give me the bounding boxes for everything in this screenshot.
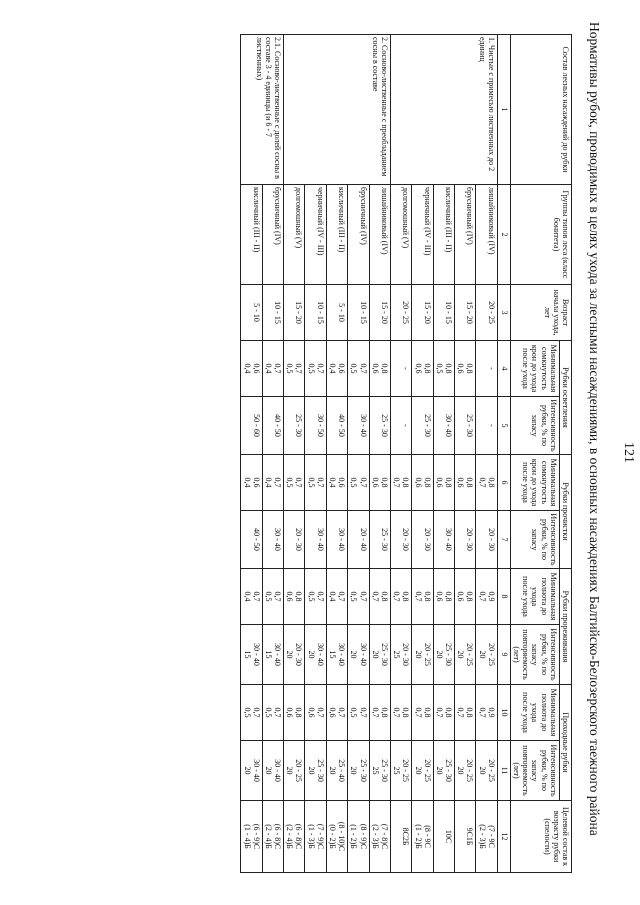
cell-pz-min: 0,7 0,4 <box>326 569 347 625</box>
cell-osv-int: 30 - 40 <box>433 397 454 455</box>
cell-pk-min: 0,7 0,6 <box>305 685 326 741</box>
cell-age: 20 - 25 <box>476 285 497 341</box>
header-prokh: Проходные рубки <box>559 685 571 801</box>
cell-osv-int: 25 - 30 <box>369 397 390 455</box>
cell-osv-min: 0,8 0,6 <box>412 341 433 397</box>
cell-osv-int: - <box>476 397 497 455</box>
col-number: 8 <box>497 569 510 625</box>
cell-pr-min: 0,8 0,7 <box>391 455 412 511</box>
col-number: 2 <box>497 185 510 285</box>
cell-pr-min: 0,7 0,5 <box>284 455 305 511</box>
cell-osv-min: 0,6 0,4 <box>241 341 262 397</box>
cell-target: 9С1Б <box>455 801 476 873</box>
header-proch-int: Интенсивность рубки, % по запасу <box>510 511 559 569</box>
col-number: 9 <box>497 625 510 685</box>
cell-pk-min: 0,8 0,7 <box>369 685 390 741</box>
norms-table <box>240 34 572 873</box>
cell-pz-int: 20 - 25 20 <box>476 625 497 685</box>
cell-age: 10 - 15 <box>262 285 283 341</box>
col-number: 3 <box>497 285 510 341</box>
cell-age: 20 - 25 <box>391 285 412 341</box>
cell-pz-int: 25 - 30 20 <box>369 625 390 685</box>
col-number: 12 <box>497 801 510 873</box>
cell-age: 5 - 10 <box>241 285 262 341</box>
cell-pz-int: 20 - 30 20 <box>284 625 305 685</box>
cell-pz-min: 0,7 0,5 <box>348 569 369 625</box>
cell-pk-int: 30 - 40 20 <box>262 741 283 801</box>
cell-pr-min: 0,7 0,4 <box>262 455 283 511</box>
col-number: 11 <box>497 741 510 801</box>
cell-pk-min: 0,8 0,6 <box>284 685 305 741</box>
cell-pr-min: 0,8 0,7 <box>476 455 497 511</box>
cell-osv-min: 0,8 0,6 <box>455 341 476 397</box>
cell-pr-int: 20 - 30 <box>476 511 497 569</box>
cell-age: 10 - 15 <box>348 285 369 341</box>
column-numbers-row <box>497 35 510 873</box>
cell-osv-int: 30 - 50 <box>305 397 326 455</box>
cell-pr-int: 25 - 30 <box>369 511 390 569</box>
cell-pk-int: 25 - 30 20 <box>305 741 326 801</box>
cell-age: 15 - 20 <box>412 285 433 341</box>
cell-osv-int: 25 - 30 <box>284 397 305 455</box>
cell-pr-int: 30 - 40 <box>326 511 347 569</box>
cell-age: 5 - 10 <box>326 285 347 341</box>
header-prokh-min: Минимальная полнота до ухода после ухода <box>510 685 559 741</box>
cell-pz-min: 0,8 0,7 <box>412 569 433 625</box>
cell-pz-int: 20 - 25 20 <box>412 625 433 685</box>
table-row <box>369 35 390 873</box>
cell-type: черничный (IV - III) <box>305 185 326 285</box>
cell-osv-min: 0,7 0,4 <box>262 341 283 397</box>
composition-cell: 2. Сосново-лиственные с преобладанием сосны в составе <box>284 35 391 185</box>
cell-type: кисличный (III - II) <box>241 185 262 285</box>
cell-pk-int: 25 - 30 25 <box>369 741 390 801</box>
cell-type: брусничный (IV) <box>348 185 369 285</box>
header-start-age: Возраст начала ухода, лет <box>510 285 571 341</box>
cell-osv-min: - <box>476 341 497 397</box>
cell-type: долгомошный (V) <box>284 185 305 285</box>
cell-pk-min: 0,8 0,7 <box>412 685 433 741</box>
cell-type: кисличный (III - II) <box>326 185 347 285</box>
cell-target: (7 - 9С (2 - 3)Б <box>476 801 497 873</box>
cell-age: 15 - 20 <box>455 285 476 341</box>
cell-osv-int: 50 - 60 <box>241 397 262 455</box>
cell-pz-min: 0,8 0,6 <box>455 569 476 625</box>
header-proch-min: Минимальная сомкнутость крон до ухода после ухода <box>510 455 559 511</box>
header-prorezh-min: Минимальная полнота до ухода после ухода <box>510 569 559 625</box>
cell-pr-int: 40 - 50 <box>241 511 262 569</box>
header-prokh-int: Интенсивность рубки, % по запасу повторяемость (лет) <box>510 741 559 801</box>
page-number: 121 <box>621 442 636 463</box>
cell-pz-min: 0,7 0,5 <box>262 569 283 625</box>
cell-target: (6 - 8)С (2 - 4)Б <box>284 801 305 873</box>
header-osv: Рубки осветления <box>559 341 571 455</box>
cell-pr-min: 0,7 0,5 <box>348 455 369 511</box>
cell-pr-int: 30 - 40 <box>262 511 283 569</box>
cell-target: (6 - 9)С (1 - 4)Б <box>241 801 262 873</box>
cell-osv-min: - <box>391 341 412 397</box>
cell-target: (8 - 9)С (1 - 2)Б <box>348 801 369 873</box>
cell-type: брусничный (IV) <box>455 185 476 285</box>
col-number: 7 <box>497 511 510 569</box>
cell-osv-min: 0,8 0,6 <box>369 341 390 397</box>
cell-osv-min: 0,7 0,5 <box>305 341 326 397</box>
cell-osv-min: 0,7 0,5 <box>284 341 305 397</box>
cell-pr-min: 0,8 0,6 <box>455 455 476 511</box>
cell-pk-int: 20 - 25 20 <box>455 741 476 801</box>
cell-pk-int: 20 - 25 20 <box>412 741 433 801</box>
composition-cell: 1. Чистые с примесью лиственных до 2 единиц <box>391 35 498 185</box>
cell-pr-int: 20 - 30 <box>391 511 412 569</box>
cell-age: 10 - 15 <box>305 285 326 341</box>
cell-pz-min: 0,9 0,7 <box>476 569 497 625</box>
cell-pz-int: 25 - 30 20 <box>433 625 454 685</box>
cell-pr-min: 0,6 0,4 <box>326 455 347 511</box>
col-number: 4 <box>497 341 510 397</box>
cell-pk-int: 25 - 30 20 <box>348 741 369 801</box>
cell-pr-int: 20 - 30 <box>455 511 476 569</box>
cell-age: 15 - 20 <box>284 285 305 341</box>
composition-cell: 2.1. Сосново-лиственные с долей сосны в составе 3 - 4 единицы (и 6 - 7 лиственных) <box>241 35 284 185</box>
header-prorezh: Рубки прореживания <box>559 569 571 685</box>
cell-pk-min: 0,9 0,7 <box>476 685 497 741</box>
cell-target: (8 - 9С (1 - 2)Б <box>412 801 433 873</box>
cell-osv-int: 40 - 50 <box>262 397 283 455</box>
cell-pk-min: 0,7 0,5 <box>262 685 283 741</box>
cell-pr-min: 0,8 0,6 <box>412 455 433 511</box>
col-number: 10 <box>497 685 510 741</box>
cell-pz-min: 0,7 0,5 <box>305 569 326 625</box>
cell-osv-min: 0,8 0,5 <box>433 341 454 397</box>
cell-pr-min: 0,8 0,6 <box>433 455 454 511</box>
header-target: Целевой состав к возрасту рубки (спелости) <box>510 801 571 873</box>
header-proch: Рубки прочистки <box>559 455 571 569</box>
header-prorezh-int: Интенсивность рубки, % по запасу повторяемость (лет) <box>510 625 559 685</box>
cell-type: долгомошный (V) <box>391 185 412 285</box>
cell-pr-min: 0,8 0,6 <box>369 455 390 511</box>
cell-pk-int: 20 - 25 20 <box>284 741 305 801</box>
cell-pk-int: 25 - 40 20 <box>326 741 347 801</box>
cell-pr-int: 30 - 40 <box>433 511 454 569</box>
cell-pr-int: 20 - 40 <box>348 511 369 569</box>
cell-pr-int: 20 - 30 <box>412 511 433 569</box>
cell-pk-int: 20 - 25 25 <box>391 741 412 801</box>
cell-pz-int: 30 - 40 20 <box>305 625 326 685</box>
cell-pz-min: 0,8 0,7 <box>369 569 390 625</box>
col-number: 5 <box>497 397 510 455</box>
cell-pz-int: 30 - 40 15 <box>326 625 347 685</box>
col-number: 1 <box>497 35 510 185</box>
header-composition: Состав лесных насаждений до рубки <box>510 35 571 185</box>
cell-osv-min: 0,6 0,4 <box>326 341 347 397</box>
cell-type: брусничный (IV) <box>262 185 283 285</box>
cell-pz-min: 0,7 0,4 <box>241 569 262 625</box>
cell-pz-int: 30 - 40 15 <box>262 625 283 685</box>
table-row <box>476 35 497 873</box>
col-number: 6 <box>497 455 510 511</box>
cell-osv-min: 0,7 0,5 <box>348 341 369 397</box>
cell-osv-int: 25 - 30 <box>412 397 433 455</box>
cell-pk-min: 0,8 0,7 <box>391 685 412 741</box>
cell-pk-min: 0,7 0,5 <box>241 685 262 741</box>
cell-pr-int: 20 - 30 <box>284 511 305 569</box>
cell-type: лишайниковый (IV) <box>476 185 497 285</box>
cell-pk-int: 25 - 30 20 <box>433 741 454 801</box>
cell-osv-int: 40 - 50 <box>326 397 347 455</box>
cell-type: черничный (IV - III) <box>412 185 433 285</box>
cell-pz-int: 30 - 40 15 <box>241 625 262 685</box>
cell-osv-int: 25 - 30 <box>455 397 476 455</box>
cell-pz-min: 0,8 0,6 <box>433 569 454 625</box>
cell-pk-min: 0,8 0,7 <box>455 685 476 741</box>
cell-pz-int: 30 - 40 20 <box>348 625 369 685</box>
cell-pk-min: 0,8 0,7 <box>433 685 454 741</box>
cell-target: 10С <box>433 801 454 873</box>
cell-target: (7 - 8)С (2 - 3)Б <box>369 801 390 873</box>
header-forest-type: Группы типов леса (класс бонитета) <box>510 185 571 285</box>
cell-age: 15 - 20 <box>369 285 390 341</box>
cell-pz-min: 0,8 0,6 <box>284 569 305 625</box>
cell-pk-int: 20 - 25 20 <box>476 741 497 801</box>
table-body <box>241 35 498 873</box>
cell-pz-int: 20 - 30 25 <box>391 625 412 685</box>
cell-type: лишайниковый (IV) <box>369 185 390 285</box>
cell-target: (8 - 10)С (0 - 2)Б <box>326 801 347 873</box>
cell-pr-min: 0,6 0,4 <box>241 455 262 511</box>
cell-target: 8С2Б <box>391 801 412 873</box>
cell-pr-min: 0,7 0,5 <box>305 455 326 511</box>
cell-pr-int: 30 - 40 <box>305 511 326 569</box>
cell-pk-min: 0,7 0,6 <box>326 685 347 741</box>
cell-pz-min: 0,8 0,7 <box>391 569 412 625</box>
cell-age: 10 - 15 <box>433 285 454 341</box>
page-title: Нормативы рубок, проводимых в целях ухода за лесными насаждениями, в основных насаждениях Балтийско-Белозерского таежного района <box>587 22 602 836</box>
cell-pk-min: 0,7 0,5 <box>348 685 369 741</box>
cell-osv-int: - <box>391 397 412 455</box>
cell-type: кисличный (III - II) <box>433 185 454 285</box>
cell-pk-int: 30 - 40 20 <box>241 741 262 801</box>
cell-target: (7 - 9)С (1 - 3)Б <box>305 801 326 873</box>
cell-pz-int: 20 - 25 20 <box>455 625 476 685</box>
header-osv-min: Минимальная сомкнутость крон до ухода после ухода <box>510 341 559 397</box>
header-osv-int: Интенсивность рубки, % по запасу <box>510 397 559 455</box>
cell-osv-int: 30 - 40 <box>348 397 369 455</box>
table-row <box>262 35 283 873</box>
cell-target: (6 - 8)С (2 - 4)Б <box>262 801 283 873</box>
